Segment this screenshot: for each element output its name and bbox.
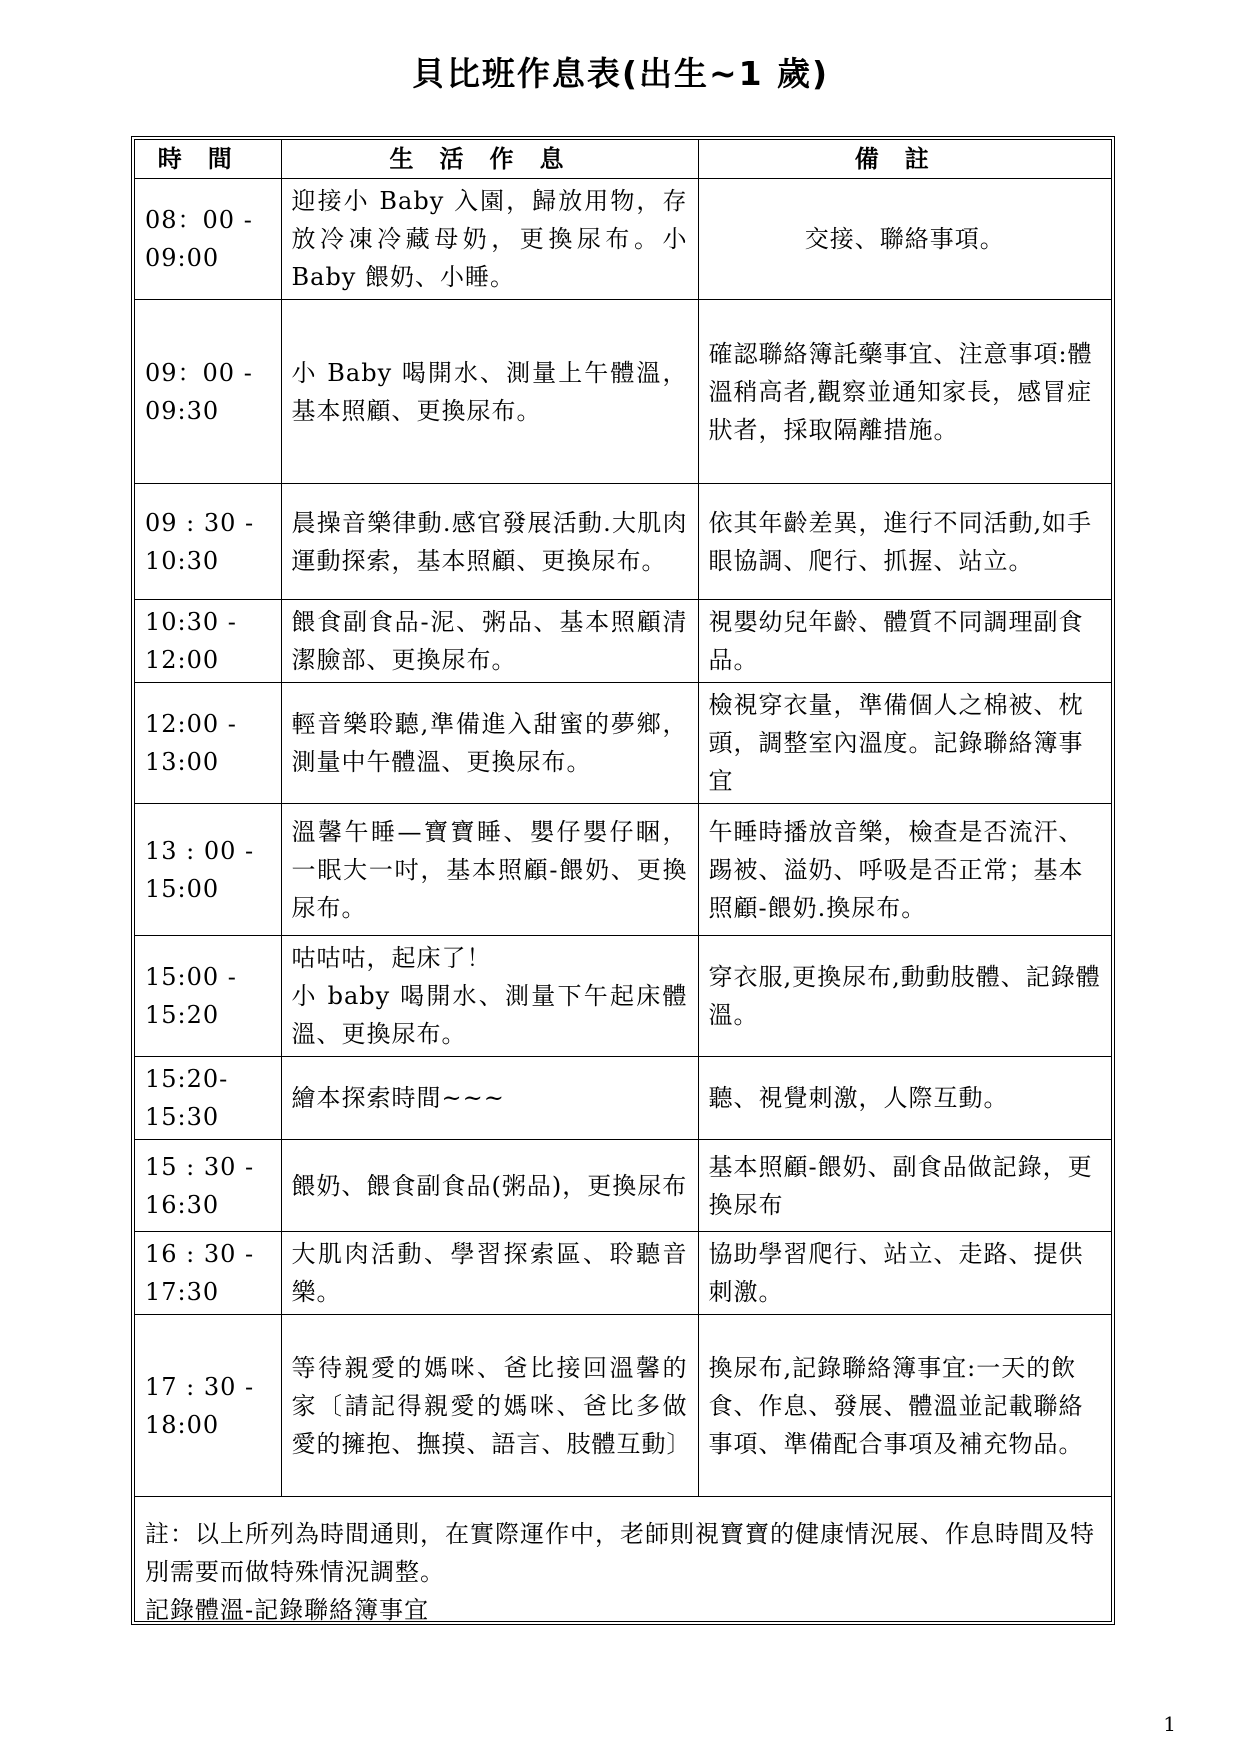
time-cell: 09 : 30 - 10:30 [135, 484, 281, 600]
activity-cell: 餵食副食品-泥、粥品、基本照顧清潔臉部、更換尿布。 [281, 600, 698, 683]
table-row [135, 300, 1111, 484]
table-row [135, 936, 1111, 1057]
header-note: 備註 [698, 140, 1111, 179]
table-row [135, 1140, 1111, 1232]
table-row [135, 683, 1111, 804]
footer-note [135, 1497, 1111, 1647]
note-cell: 交接、聯絡事項。 [698, 179, 1111, 300]
table-row [135, 1057, 1111, 1140]
activity-cell: 咕咕咕，起床了！ 小 baby 喝開水、測量下午起床體溫、更換尿布。 [281, 936, 698, 1057]
page-title: 貝比班作息表(出生~1 歲) [411, 54, 830, 93]
footer-record-line: 記錄體溫-記錄聯絡簿事宜 [145, 1595, 430, 1624]
time-cell: 13 : 00 - 15:00 [135, 804, 281, 936]
table-row [135, 1315, 1111, 1497]
time-cell: 16 : 30 - 17:30 [135, 1232, 281, 1315]
schedule-table [135, 140, 1111, 1647]
note-cell: 協助學習爬行、站立、走路、提供刺激。 [698, 1232, 1111, 1315]
header-time: 時間 [135, 140, 281, 179]
time-cell: 08：00 - 09:00 [135, 179, 281, 300]
page-number: 1 [1163, 1712, 1176, 1736]
activity-cell: 大肌肉活動、學習探索區、聆聽音樂。 [281, 1232, 698, 1315]
footer-note-line: 註：以上所列為時間通則，在實際運作中，老師則視寶寶的健康情況展、作息時間及特別需要而做特殊情況調整。 [145, 1519, 1095, 1586]
time-cell: 10:30 - 12:00 [135, 600, 281, 683]
note-cell: 視嬰幼兒年齡、體質不同調理副食品。 [698, 600, 1111, 683]
note-cell: 聽、視覺刺激，人際互動。 [698, 1057, 1111, 1140]
activity-cell: 輕音樂聆聽,準備進入甜蜜的夢鄉，測量中午體溫、更換尿布。 [281, 683, 698, 804]
note-cell: 基本照顧-餵奶、副食品做記錄，更換尿布 [698, 1140, 1111, 1232]
table-row [135, 484, 1111, 600]
note-cell: 午睡時播放音樂，檢查是否流汗、踢被、溢奶、呼吸是否正常；基本照顧-餵奶.換尿布。 [698, 804, 1111, 936]
schedule-frame [131, 136, 1115, 1625]
activity-cell: 溫馨午睡—寶寶睡、嬰仔嬰仔睏，一眠大一吋，基本照顧-餵奶、更換尿布。 [281, 804, 698, 936]
activity-cell: 繪本探索時間~~~ [281, 1057, 698, 1140]
time-cell: 12:00 - 13:00 [135, 683, 281, 804]
table-row [135, 1232, 1111, 1315]
activity-cell: 小 Baby 喝開水、測量上午體溫，基本照顧、更換尿布。 [281, 300, 698, 484]
table-row [135, 600, 1111, 683]
table-row [135, 179, 1111, 300]
table-row [135, 804, 1111, 936]
time-cell: 15:20- 15:30 [135, 1057, 281, 1140]
time-cell: 17 : 30 - 18:00 [135, 1315, 281, 1497]
activity-cell: 餵奶、餵食副食品(粥品)，更換尿布 [281, 1140, 698, 1232]
header-activity: 生活作息 [281, 140, 698, 179]
activity-cell: 晨操音樂律動.感官發展活動.大肌肉運動探索，基本照顧、更換尿布。 [281, 484, 698, 600]
note-cell: 換尿布,記錄聯絡簿事宜:一天的飲食、作息、發展、體溫並記載聯絡事項、準備配合事項及補充物品。 [698, 1315, 1111, 1497]
activity-cell: 迎接小 Baby 入園，歸放用物，存放冷凍冷藏母奶，更換尿布。小 Baby 餵奶、小睡。 [281, 179, 698, 300]
note-cell: 穿衣服,更換尿布,動動肢體、記錄體溫。 [698, 936, 1111, 1057]
header-row [135, 140, 1111, 179]
time-cell: 15:00 - 15:20 [135, 936, 281, 1057]
activity-cell: 等待親愛的媽咪、爸比接回溫馨的家〔請記得親愛的媽咪、爸比多做愛的擁抱、撫摸、語言、肢體互動〕 [281, 1315, 698, 1497]
time-cell: 15 : 30 - 16:30 [135, 1140, 281, 1232]
note-cell: 依其年齡差異，進行不同活動,如手眼協調、爬行、抓握、站立。 [698, 484, 1111, 600]
footer-row [135, 1497, 1111, 1647]
time-cell: 09：00 - 09:30 [135, 300, 281, 484]
note-cell: 檢視穿衣量，準備個人之棉被、枕頭，調整室內溫度。記錄聯絡簿事宜 [698, 683, 1111, 804]
note-cell: 確認聯絡簿託藥事宜、注意事項:體溫稍高者,觀察並通知家長，感冒症狀者，採取隔離措施。 [698, 300, 1111, 484]
